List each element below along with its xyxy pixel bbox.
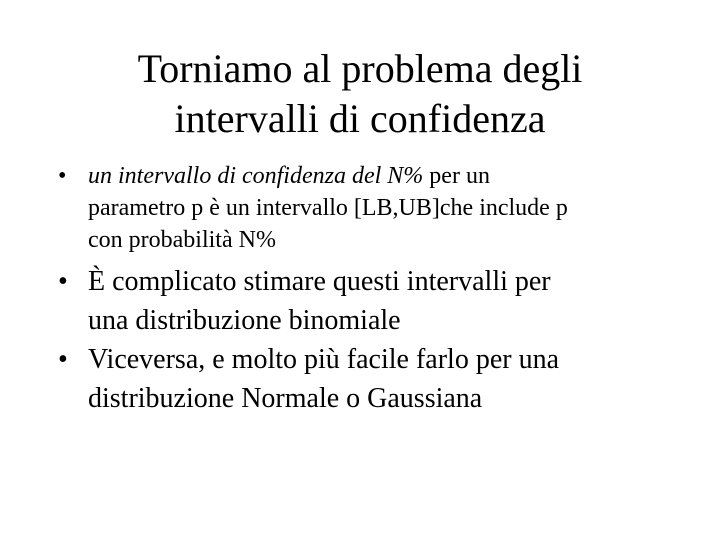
italic-term: un intervallo di confidenza del N% bbox=[88, 163, 424, 189]
bullet-text-line: una distribuzione binomiale bbox=[88, 305, 401, 336]
slide-title-line-1: Torniamo al problema degli bbox=[137, 46, 583, 91]
bullet-dot-icon: • bbox=[58, 266, 68, 297]
slide-title-line-2: intervalli di confidenza bbox=[174, 96, 546, 141]
bullet-item-normal bbox=[58, 340, 698, 418]
bullet-dot-icon: • bbox=[58, 344, 68, 375]
bullet-text-line: È complicato stimare questi intervalli per bbox=[88, 266, 551, 297]
bullet-item-definition bbox=[58, 160, 698, 256]
bullet-text-line: con probabilità N% bbox=[88, 227, 276, 253]
bullet-text-line bbox=[88, 160, 698, 192]
bullet-text-line: parametro p è un intervallo [LB,UB]che include p bbox=[88, 195, 568, 221]
bullet-list bbox=[58, 160, 698, 418]
slide-title bbox=[60, 44, 660, 144]
bullet-text-rest: per un bbox=[423, 163, 490, 189]
bullet-text-line: Viceversa, e molto più facile farlo per una bbox=[88, 344, 559, 375]
bullet-text-line: distribuzione Normale o Gaussiana bbox=[88, 383, 483, 414]
bullet-item-binomial bbox=[58, 262, 698, 340]
bullet-dot-icon: • bbox=[58, 163, 67, 189]
